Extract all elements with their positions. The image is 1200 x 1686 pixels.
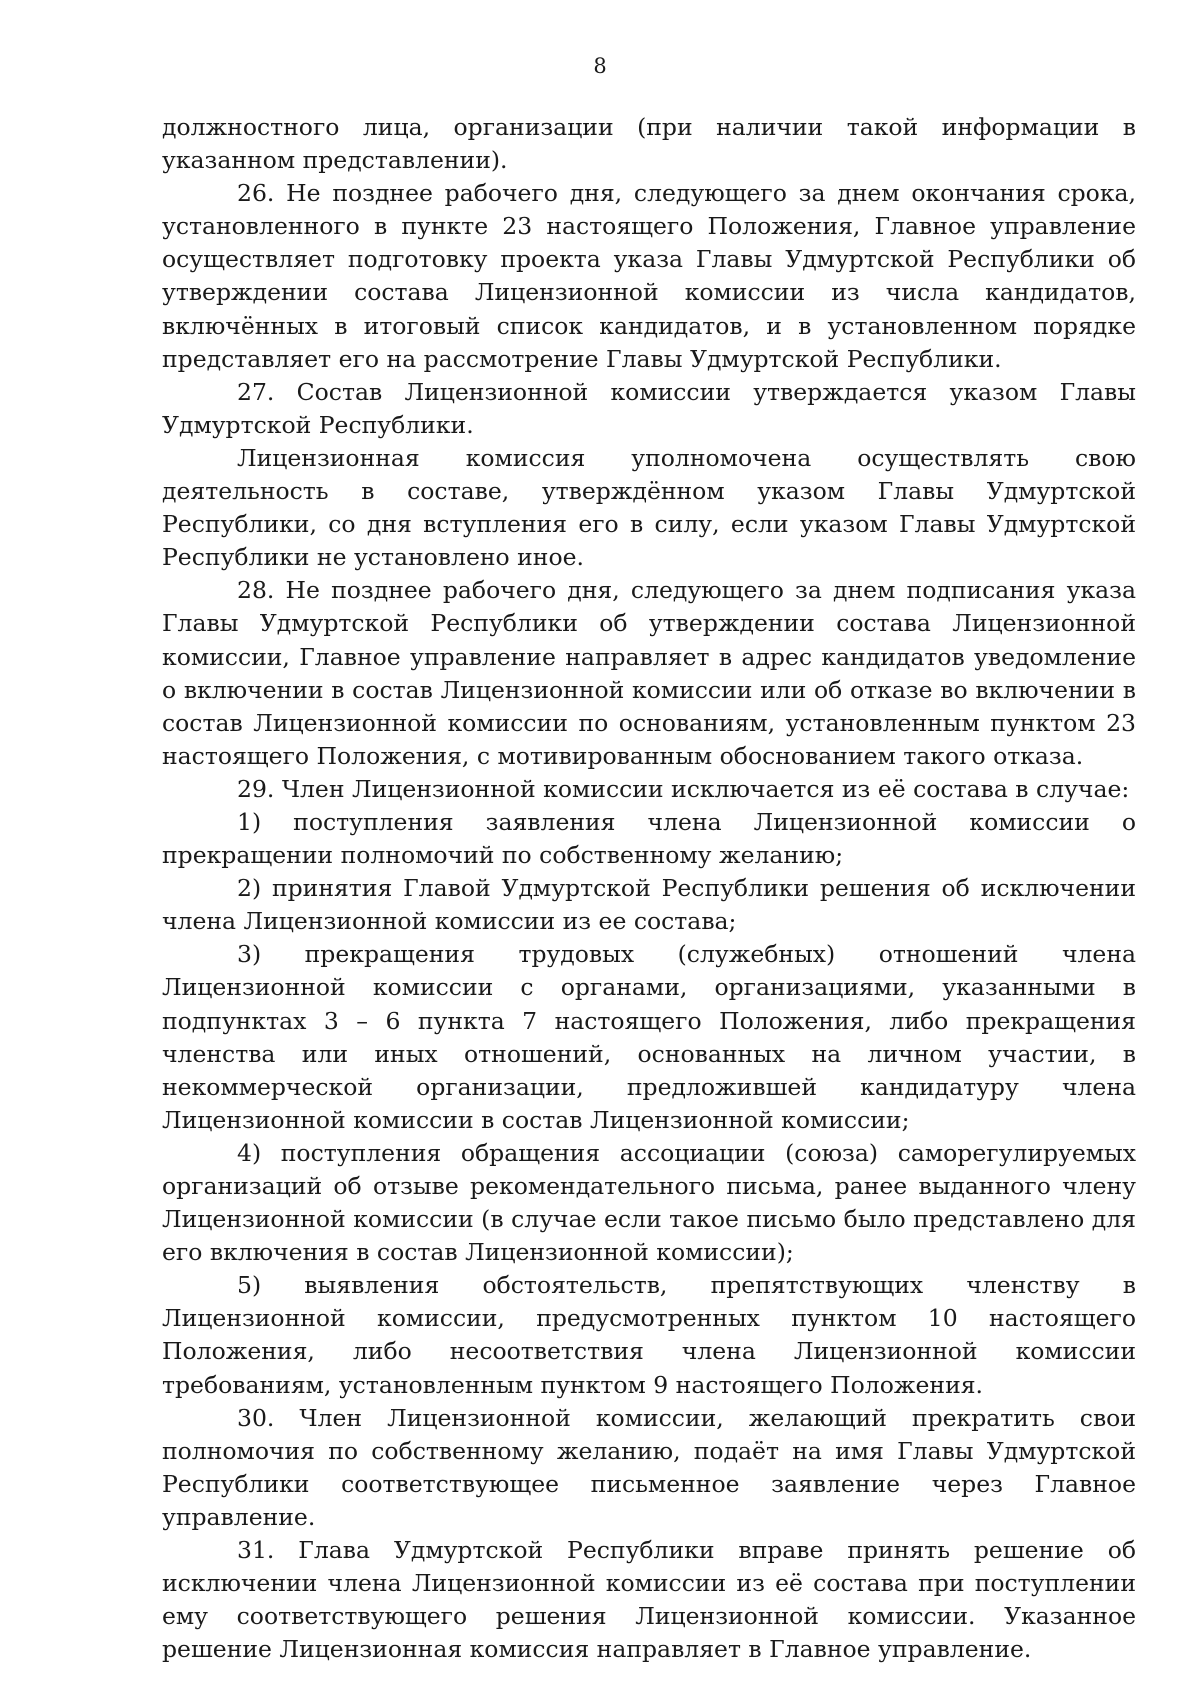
subitem-3: 3) прекращения трудовых (служебных) отношений члена Лицензионной комиссии с органами, организациями, указанными в подпунктах 3 – 6 пункта 7 настоящего Положения, либо прекращения членства или иных отношений, основанных на личном участии, в некоммерческой организации, предложившей кандидатуру члена Лицензионной комиссии в состав Лицензионной комиссии; <box>162 940 1136 1134</box>
subitem-4: 4) поступления обращения ассоциации (союза) саморегулируемых организаций об отзыве рекомендательного письма, ранее выданного члену Лицензионной комиссии (в случае если такое письмо было представлено для его включения в состав Лицензионной комиссии); <box>162 1138 1136 1267</box>
paragraph-item-29: 29. Член Лицензионной комиссии исключается из её состава в случае: <box>237 774 1130 803</box>
paragraph-continuation: должностного лица, организации (при наличии такой информации в указанном представлении). <box>162 113 1136 175</box>
paragraph-item-26: 26. Не позднее рабочего дня, следующего за днем окончания срока, установленного в пункте 23 настоящего Положения, Главное управление осуществляет подготовку проекта указа Главы Удмуртской Республики об утверждении состава Лицензионной комиссии из числа кандидатов, включённых в итоговый список кандидатов, и в установленном порядке представляет его на рассмотрение Главы Удмуртской Республики. <box>162 179 1136 373</box>
paragraph-item-31: 31. Глава Удмуртской Республики вправе принять решение об исключении члена Лицензионной комиссии из её состава при поступлении ему соответствующего решения Лицензионной комиссии. Указанное решение Лицензионная комиссия направляет в Главное управление. <box>162 1536 1136 1664</box>
paragraph-commission-authority: Лицензионная комиссия уполномочена осуществлять свою деятельность в составе, утверждённом указом Главы Удмуртской Республики, со дня вступления его в силу, если указом Главы Удмуртской Республики не установлено иное. <box>162 443 1136 572</box>
subitem-5: 5) выявления обстоятельств, препятствующих членству в Лицензионной комиссии, предусмотренных пунктом 10 настоящего Положения, либо несоответствия члена Лицензионной комиссии требованиям, установленным пунктом 9 настоящего Положения. <box>162 1271 1136 1399</box>
paragraph-item-28: 28. Не позднее рабочего дня, следующего за днем подписания указа Главы Удмуртской Республики об утверждении состава Лицензионной комиссии, Главное управление направляет в адрес кандидатов уведомление о включении в состав Лицензионной комиссии или об отказе во включении в состав Лицензионной комиссии по основаниям, установленным пунктом 23 настоящего Положения, с мотивированным обоснованием такого отказа. <box>162 576 1136 770</box>
subitem-2: 2) принятия Главой Удмуртской Республики решения об исключении члена Лицензионной комиссии из ее состава; <box>162 874 1136 936</box>
document-body <box>162 111 1136 1666</box>
paragraph-item-30: 30. Член Лицензионной комиссии, желающий прекратить свои полномочия по собственному желанию, подаёт на имя Главы Удмуртской Республики соответствующее письменное заявление через Главное управление. <box>162 1403 1136 1531</box>
subitem-1: 1) поступления заявления члена Лицензионной комиссии о прекращении полномочий по собственному желанию; <box>162 807 1136 870</box>
page-number: 8 <box>593 54 607 78</box>
paragraph-item-27: 27. Состав Лицензионной комиссии утверждается указом Главы Удмуртской Республики. <box>162 377 1136 439</box>
